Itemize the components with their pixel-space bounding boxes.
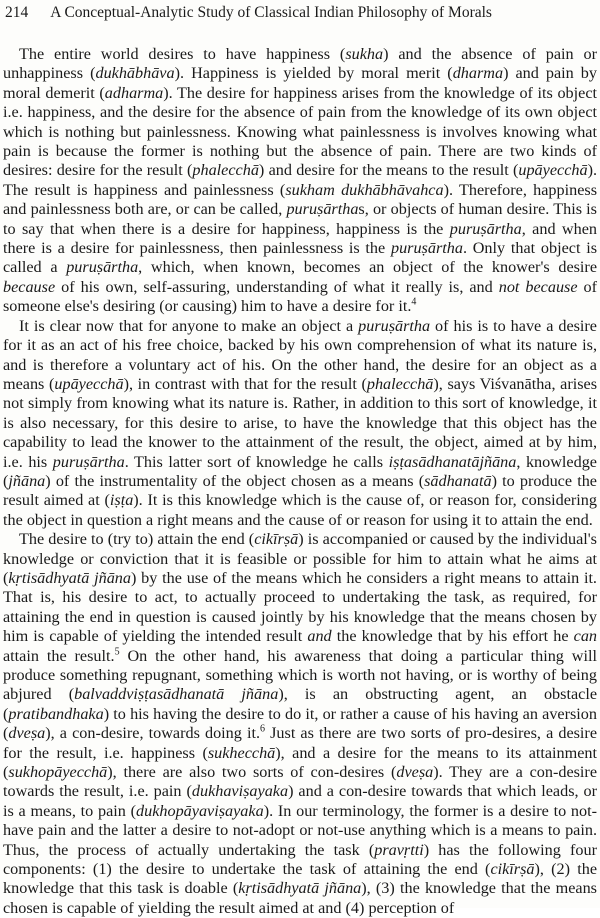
text-run: ), and a desire for the means to its attainment (: [3, 743, 598, 782]
text-run: ), a con-desire, towards doing it.: [45, 724, 261, 743]
text-run: The entire world desires to have happiness (: [19, 45, 346, 63]
paragraph: [3, 317, 597, 530]
italic-term: puruṣārtha: [66, 258, 139, 277]
italic-term: dveṣa: [8, 724, 46, 743]
italic-term: sukhecchā: [207, 743, 276, 762]
paragraph: [3, 45, 597, 317]
italic-term: dukhaviṣayaka: [191, 782, 289, 801]
italic-term: phalecchā: [192, 161, 259, 180]
text-run: The desire to (try to) attain the end (: [19, 530, 255, 549]
running-title: A Conceptual-Analytic Study of Classical Indian Philosophy of Morals: [50, 4, 492, 21]
italic-term: balvaddviṣṭasādhanatā jñāna: [74, 685, 279, 704]
italic-term: dukhābhāva: [95, 64, 175, 83]
text-run: ). In our terminology, the former is a desire to not-have pain and the latter a desire to not-adopt or not-use anything which is a means to pain. Thus, the process of actually undertaking the task (: [3, 801, 597, 859]
italic-term: sukhopāyecchā: [8, 763, 108, 782]
text-run: ), in contrast with that for the result (: [123, 374, 367, 393]
text-run: , and when there is a desire for painlessness, then painlessness is the: [3, 219, 597, 258]
italic-term: kṛtisādhyatā jñāna: [8, 568, 131, 587]
text-run: , which, when known, becomes an object of the knower's desire: [138, 258, 597, 277]
text-run: ) and desire for the means to the result (: [258, 161, 519, 180]
text-run: the knowledge that by his effort he: [331, 627, 574, 646]
italic-term: upāyecchā: [518, 161, 588, 180]
paragraph: [3, 530, 597, 918]
text-run: ) and pain by moral demerit (: [3, 64, 597, 102]
italic-term: sukha: [345, 45, 384, 63]
text-run: ) and a con-desire towards that which leads, or is a means, to pain (: [3, 782, 597, 820]
footnote-ref: 4: [411, 296, 417, 308]
text-run: ), says Viśvanātha, arises not simply from knowing what its nature is. Rather, in addition to this sort of knowledge, it is also necessary, for this desire to arise, to have the knowledge that this object has the capability to lead the knower to the attainment of the result, the object, aimed at by him, i.e. his: [3, 374, 598, 471]
italic-term: dharma: [452, 64, 504, 83]
italic-term: kṛtisādhyatā jñāna: [238, 879, 362, 898]
italic-term: not because: [498, 277, 578, 296]
text-run: ). Happiness is yielded by moral merit (: [174, 64, 453, 83]
italic-term: iṣṭa: [109, 491, 134, 510]
text-run: , knowledge (: [3, 452, 597, 490]
italic-term: puruṣārtha: [449, 219, 522, 238]
text-run: ) and the absence of pain or unhappiness (: [3, 45, 597, 83]
text-run: ). It is this knowledge which is the cause of, or reason for, considering the object in question a right means and the cause of or reason for using it to attain the end.: [3, 491, 597, 529]
text-run: ) by the use of the means which he considers a right means to attain it. That is, his desire to act, to actually proceed to undertaking the task, as required, for attaining the end in question is caused jointly by his knowledge that the means chosen by him is capable of yielding the intended result: [3, 568, 597, 646]
text-run: ). The result is happiness and painlessness (: [3, 161, 598, 199]
italic-term: iṣṭasādhanatājñāna: [388, 452, 517, 471]
italic-term: dveṣa: [396, 763, 434, 782]
italic-term: puruṣārtha: [390, 239, 463, 258]
text-run: of someone else's desiring (or causing) him to have a desire for it.: [3, 277, 597, 316]
text-run: ) to produce the result aimed at (: [3, 471, 597, 510]
text-run: of his is to have a desire for it as an act of his free choice, backed by his own comprehension of what its nature is, and is therefore a voluntary act of his. On the other hand, the desire for an object as a means (: [3, 316, 597, 393]
italic-term: sādhanatā: [424, 471, 492, 490]
italic-term: adharma: [104, 83, 164, 102]
text-run: ), (3) the knowledge that the means chosen is capable of yielding the result aimed at and (4) perception of: [3, 879, 597, 917]
text-run: attain the result.: [3, 646, 115, 665]
italic-term: because: [3, 277, 56, 296]
text-run: It is clear now that for anyone to make an object a: [19, 316, 359, 335]
italic-term: pratibandhaka: [8, 704, 104, 723]
text-run: ) has the following four components: (1) the desire to undertake the task of attaining the end (: [3, 840, 597, 879]
text-run: ), (2) the knowledge that this task is doable (: [3, 860, 598, 898]
text-run: ). The desire for happiness arises from the knowledge of its object i.e. happiness, and the desire for the absence of pain from the knowledge of its own object which is nothing but painlessness. Knowing what painlessness is involves knowing what pain is because the former is nothing but the absence of pain. There are two kinds of desires: desire for the result (: [3, 83, 597, 180]
italic-term: cikīrṣā: [254, 530, 299, 549]
text-run: . This latter sort of knowledge he calls: [124, 452, 389, 471]
italic-term: puruṣārtha: [52, 452, 125, 471]
text-run: ), there are also two sorts of con-desires (: [107, 763, 397, 782]
text-run: . Only that object is called a: [3, 239, 598, 277]
text-run: s, or objects of human desire. This is to say that when there is a desire for happiness, happiness is the: [3, 200, 597, 238]
italic-term: can: [573, 627, 598, 646]
text-run: ). They are a con-desire towards the result, i.e. pain (: [3, 763, 598, 801]
italic-term: and: [307, 627, 332, 646]
text-run: ). Therefore, happiness and painlessness both are, or can be called,: [3, 180, 597, 219]
italic-term: pravṛtti: [374, 840, 424, 859]
italic-term: upāyecchā: [54, 374, 124, 393]
body-text: [3, 45, 597, 918]
text-run: ) is accompanied or caused by the individual's knowledge or conviction that it is feasible or possible for him to attain what he aims at (: [3, 530, 597, 587]
italic-term: jñāna: [8, 471, 46, 490]
text-run: On the other hand, his awareness that doing a particular thing will produce something repugnant, something which is worth not having, or is worthy of being abjured (: [3, 646, 597, 704]
italic-term: sukham dukhābhāvahca: [285, 180, 444, 199]
text-run: ), is an obstructing agent, an obstacle (: [3, 685, 598, 723]
italic-term: cikīrṣā: [490, 860, 535, 879]
page-number: 214: [5, 4, 29, 21]
italic-term: puruṣārtha: [358, 316, 431, 335]
text-run: of his own, self-assuring, understanding of what it really is, and: [55, 277, 499, 296]
italic-term: phalecchā: [366, 374, 434, 393]
italic-term: puruṣārtha: [286, 200, 359, 219]
text-run: ) to his having the desire to do it, or rather a cause of his having an aversion (: [3, 704, 597, 743]
text-run: ) of the instrumentality of the object chosen as a means (: [45, 471, 425, 490]
text-run: Just as there are two sorts of pro-desires, a desire for the result, i.e. happiness (: [3, 724, 598, 762]
running-header: [5, 4, 595, 22]
footnote-ref: 6: [260, 723, 266, 735]
footnote-ref: 5: [114, 646, 120, 658]
italic-term: dukhopāyaviṣayaka: [136, 801, 264, 820]
